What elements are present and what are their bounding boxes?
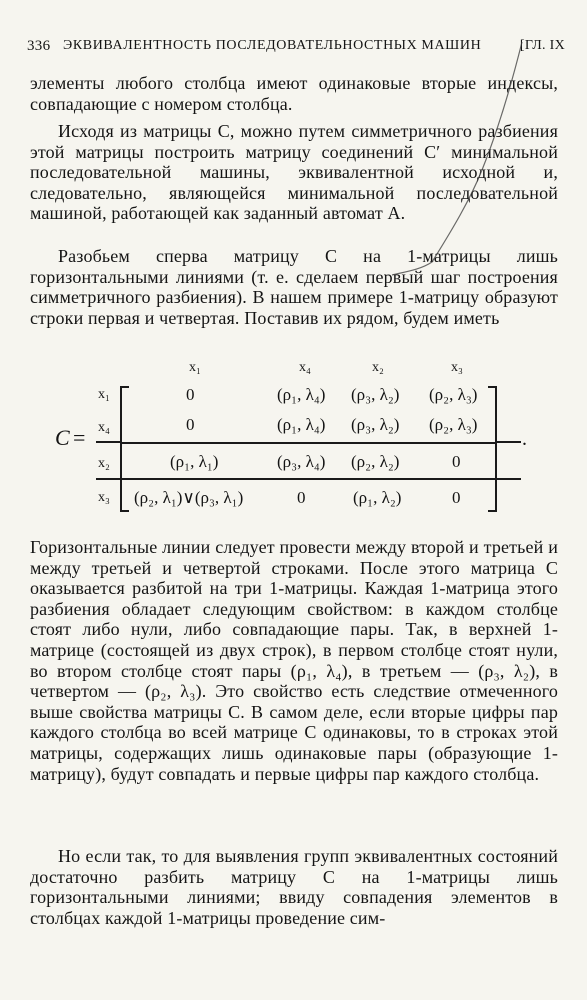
paragraph-3: Разобьем сперва матрицу C на 1-матрицы лишь горизонтальными линиями (т. е. сделаем первый шаг построения симметричного разбиения). В нашем примере 1-матрицу образуют строки первая и четвертая. Поставив их рядом, будем иметь xyxy=(30,246,558,328)
matrix-cell: (ρ₂, λ₃) xyxy=(429,385,478,404)
matrix-cell: (ρ₁, λ₄) xyxy=(277,415,326,434)
partition-tick-right xyxy=(497,441,521,443)
running-title: ЭКВИВАЛЕНТНОСТЬ ПОСЛЕДОВАТЕЛЬНОСТНЫХ МАШИН xyxy=(63,38,482,53)
equals-sign: = xyxy=(73,425,86,450)
column-label: x₃ xyxy=(451,360,463,375)
partition-tick-right xyxy=(497,478,521,480)
right-bracket-bottom-serif xyxy=(488,510,497,512)
right-bracket-top-serif xyxy=(488,386,497,388)
column-label: x₁ xyxy=(189,360,201,375)
column-label: x₄ xyxy=(299,360,311,375)
paragraph-5: Но если так, то для выявления групп эквивалентных состояний достаточно разбить матрицу C на 1-матрицы лишь горизонтальными линиями; ввиду совпадения элементов в столбцах каждой 1-матрицы проведение сим- xyxy=(30,846,558,928)
matrix-cell: 0 xyxy=(452,488,461,507)
matrix-cell: 0 xyxy=(452,452,461,471)
matrix-cell: (ρ₁, λ₄) xyxy=(277,385,326,404)
paragraph-4: Горизонтальные линии следует провести между второй и третьей и между третьей и четвертой строками. После этого матрица C оказывается разбитой на три 1-матрицы. Каждая 1-матрица этого разбиения обладает следующим свойством: в каждом столбце стоят либо нули, либо совпадающие пары. Так, в верхней 1-матрице (состоящей из двух строк), в первом столбце стоят нули, во втором столбце стоят пары (ρ₁, λ₄), в третьем — (ρ₃, λ₂), в четвертом — (ρ₂, λ₃). Это свойство есть следствие отмеченного выше свойства матрицы C. В самом деле, если вторые цифры пар каждого столбца во всей матрице C одинаковы, то в строках этой матрицы, содержащих лишь одинаковые пары (образующие 1-матрицу), будут совпадать и первые цифры пар каждого столбца. xyxy=(30,537,558,784)
paragraph-1: элементы любого столбца имеют одинаковые вторые индексы, совпадающие с номером столбца. xyxy=(30,73,558,114)
partition-line-2 xyxy=(122,478,495,480)
matrix-cell: (ρ₁, λ₂) xyxy=(353,488,402,507)
row-label: x₂ xyxy=(98,456,110,471)
matrix-cell: (ρ₂, λ₃) xyxy=(429,415,478,434)
partition-tick-left xyxy=(96,441,122,443)
matrix-cell: (ρ₂, λ₂) xyxy=(351,452,400,471)
matrix-cell: 0 xyxy=(186,415,195,434)
right-bracket xyxy=(495,386,497,512)
row-label: x₁ xyxy=(98,387,110,402)
paragraph-2: Исходя из матрицы C, можно путем симметричного разбиения этой матрицы построить матрицу соединений C′ минимальной последовательной машины, эквивалентной исходной и, следовательно, являющейся минимальной последовательной машиной, работающей как заданный автомат A. xyxy=(30,121,558,224)
left-bracket-bottom-serif xyxy=(120,510,129,512)
matrix-name: C xyxy=(55,425,70,450)
left-bracket xyxy=(120,386,122,512)
matrix-cell: 0 xyxy=(297,488,306,507)
matrix-period: . xyxy=(522,428,527,450)
matrix-cell: (ρ₁, λ₁) xyxy=(170,452,219,471)
partition-tick-left xyxy=(96,478,122,480)
matrix-cell: 0 xyxy=(186,385,195,404)
row-label: x₄ xyxy=(98,420,110,435)
matrix-cell: (ρ₃, λ₄) xyxy=(277,452,326,471)
column-label: x₂ xyxy=(372,360,384,375)
partition-line-1 xyxy=(122,442,495,444)
matrix-cell: (ρ₃, λ₂) xyxy=(351,415,400,434)
page-number: 336 xyxy=(27,38,51,54)
matrix-cell: (ρ₂, λ₁)∨(ρ₃, λ₁) xyxy=(134,488,244,507)
row-label: x₃ xyxy=(98,490,110,505)
matrix-cell: (ρ₃, λ₂) xyxy=(351,385,400,404)
chapter-label: [ГЛ. IX xyxy=(519,38,565,53)
left-bracket-top-serif xyxy=(120,386,129,388)
